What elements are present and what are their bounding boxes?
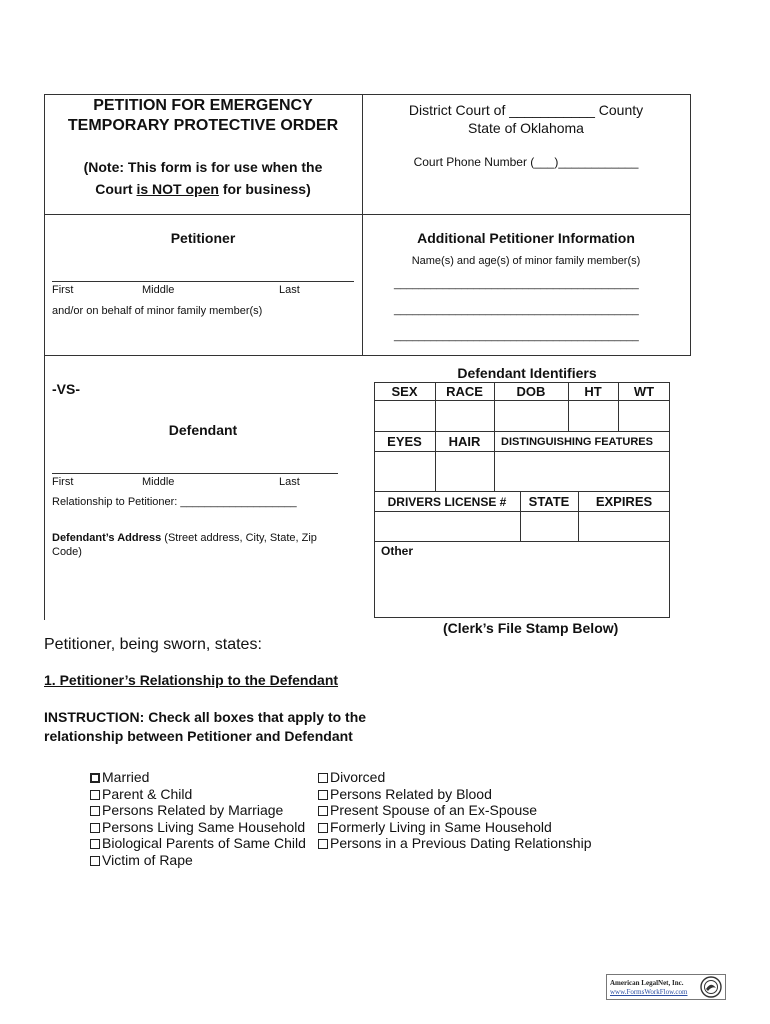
license-state-field[interactable] bbox=[521, 512, 578, 541]
option-biological-parents[interactable]: Biological Parents of Same Child bbox=[90, 835, 306, 852]
court-county: District Court of ___________ County bbox=[408, 102, 644, 118]
checkbox-biological-parents[interactable] bbox=[90, 839, 100, 849]
checkbox-same-household[interactable] bbox=[90, 823, 100, 833]
expires-label: EXPIRES bbox=[595, 494, 653, 509]
checkbox-formerly-same-household[interactable] bbox=[318, 823, 328, 833]
form-title-line1: PETITION FOR EMERGENCY bbox=[93, 97, 313, 114]
drivers-license-field[interactable] bbox=[375, 512, 520, 541]
defendant-heading: Defendant bbox=[168, 422, 238, 438]
minor-member-line-3[interactable]: ________________________________________ bbox=[394, 330, 639, 342]
checkbox-previous-dating[interactable] bbox=[318, 839, 328, 849]
petitioner-middle-label: Middle bbox=[142, 284, 175, 296]
checkbox-married[interactable] bbox=[90, 773, 100, 783]
minor-member-line-2[interactable]: ________________________________________ bbox=[394, 304, 639, 316]
form-title-line2: TEMPORARY PROTECTIVE ORDER bbox=[67, 117, 339, 134]
option-related-by-marriage[interactable]: Persons Related by Marriage bbox=[90, 802, 306, 819]
sex-label: SEX bbox=[391, 384, 418, 399]
additional-info-heading: Additional Petitioner Information bbox=[417, 230, 635, 246]
footer-seal-icon bbox=[700, 976, 722, 998]
sex-field[interactable] bbox=[375, 401, 435, 431]
hair-label: HAIR bbox=[448, 434, 481, 449]
race-label: RACE bbox=[446, 384, 483, 399]
option-present-spouse-of-ex[interactable]: Present Spouse of an Ex-Spouse bbox=[318, 802, 591, 819]
option-divorced[interactable]: Divorced bbox=[318, 769, 591, 786]
court-state: State of Oklahoma bbox=[468, 120, 584, 136]
state-label: STATE bbox=[528, 494, 570, 509]
license-expires-field[interactable] bbox=[579, 512, 670, 541]
eyes-field[interactable] bbox=[375, 452, 435, 491]
identifiers-heading: Defendant Identifiers bbox=[457, 365, 597, 381]
checkbox-present-spouse-of-ex[interactable] bbox=[318, 806, 328, 816]
other-field[interactable] bbox=[375, 560, 670, 617]
dob-label: DOB bbox=[516, 384, 546, 399]
option-married[interactable]: Married bbox=[90, 769, 306, 786]
race-field[interactable] bbox=[436, 401, 494, 431]
relationship-options-right bbox=[318, 769, 591, 852]
defendant-first-label: First bbox=[52, 476, 74, 488]
eyes-label: EYES bbox=[387, 434, 422, 449]
additional-info-sub: Name(s) and age(s) of minor family member(s) bbox=[411, 255, 641, 267]
defendant-address[interactable]: Defendant’s Address (Street address, City, State, Zip Code) bbox=[52, 532, 317, 558]
dob-field[interactable] bbox=[495, 401, 568, 431]
minor-member-line-1[interactable]: ________________________________________ bbox=[394, 278, 639, 290]
option-victim-of-rape[interactable]: Victim of Rape bbox=[90, 852, 306, 869]
option-previous-dating[interactable]: Persons in a Previous Dating Relationship bbox=[318, 835, 591, 852]
clerk-stamp-label: (Clerk’s File Stamp Below) bbox=[443, 620, 619, 636]
petitioner-first-label: First bbox=[52, 284, 74, 296]
features-field[interactable] bbox=[495, 452, 670, 491]
drivers-license-label: DRIVERS LICENSE # bbox=[387, 495, 507, 509]
versus-label: -VS- bbox=[52, 381, 80, 397]
defendant-middle-label: Middle bbox=[142, 476, 175, 488]
petitioner-last-label: Last bbox=[279, 284, 300, 296]
ht-field[interactable] bbox=[569, 401, 618, 431]
note-line2: Court is NOT open for business) bbox=[95, 181, 311, 197]
hair-field[interactable] bbox=[436, 452, 494, 491]
sworn-statement: Petitioner, being sworn, states: bbox=[44, 636, 262, 653]
checkbox-related-by-marriage[interactable] bbox=[90, 806, 100, 816]
defendant-name-line[interactable] bbox=[52, 473, 338, 474]
defendant-last-label: Last bbox=[279, 476, 300, 488]
checkbox-parent-child[interactable] bbox=[90, 790, 100, 800]
petitioner-behalf: and/or on behalf of minor family member(s) bbox=[52, 305, 263, 317]
distinguishing-features-label: DISTINGUISHING FEATURES bbox=[501, 436, 653, 448]
footer-company: American LegalNet, Inc. bbox=[610, 979, 684, 987]
option-parent-child[interactable]: Parent & Child bbox=[90, 786, 306, 803]
option-related-by-blood[interactable]: Persons Related by Blood bbox=[318, 786, 591, 803]
relationship-options-left bbox=[90, 769, 306, 868]
note-line1: (Note: This form is for use when the bbox=[83, 159, 323, 175]
instruction: INSTRUCTION: Check all boxes that apply to the relationship between Petitioner and Defendant bbox=[44, 709, 367, 744]
wt-field[interactable] bbox=[619, 401, 670, 431]
petitioner-heading: Petitioner bbox=[170, 230, 236, 246]
court-phone: Court Phone Number (___)____________ bbox=[413, 155, 639, 169]
checkbox-victim-of-rape[interactable] bbox=[90, 856, 100, 866]
defendant-relationship[interactable]: Relationship to Petitioner: ___________________ bbox=[52, 496, 297, 508]
checkbox-related-by-blood[interactable] bbox=[318, 790, 328, 800]
wt-label: WT bbox=[633, 384, 655, 399]
section-1-heading: 1. Petitioner’s Relationship to the Defendant bbox=[44, 672, 339, 688]
other-label: Other bbox=[381, 544, 414, 558]
ht-label: HT bbox=[584, 384, 602, 399]
footer-url[interactable]: www.FormsWorkFlow.com bbox=[610, 988, 688, 996]
checkbox-divorced[interactable] bbox=[318, 773, 328, 783]
option-same-household[interactable]: Persons Living Same Household bbox=[90, 819, 306, 836]
petitioner-name-line[interactable] bbox=[52, 281, 354, 282]
option-formerly-same-household[interactable]: Formerly Living in Same Household bbox=[318, 819, 591, 836]
